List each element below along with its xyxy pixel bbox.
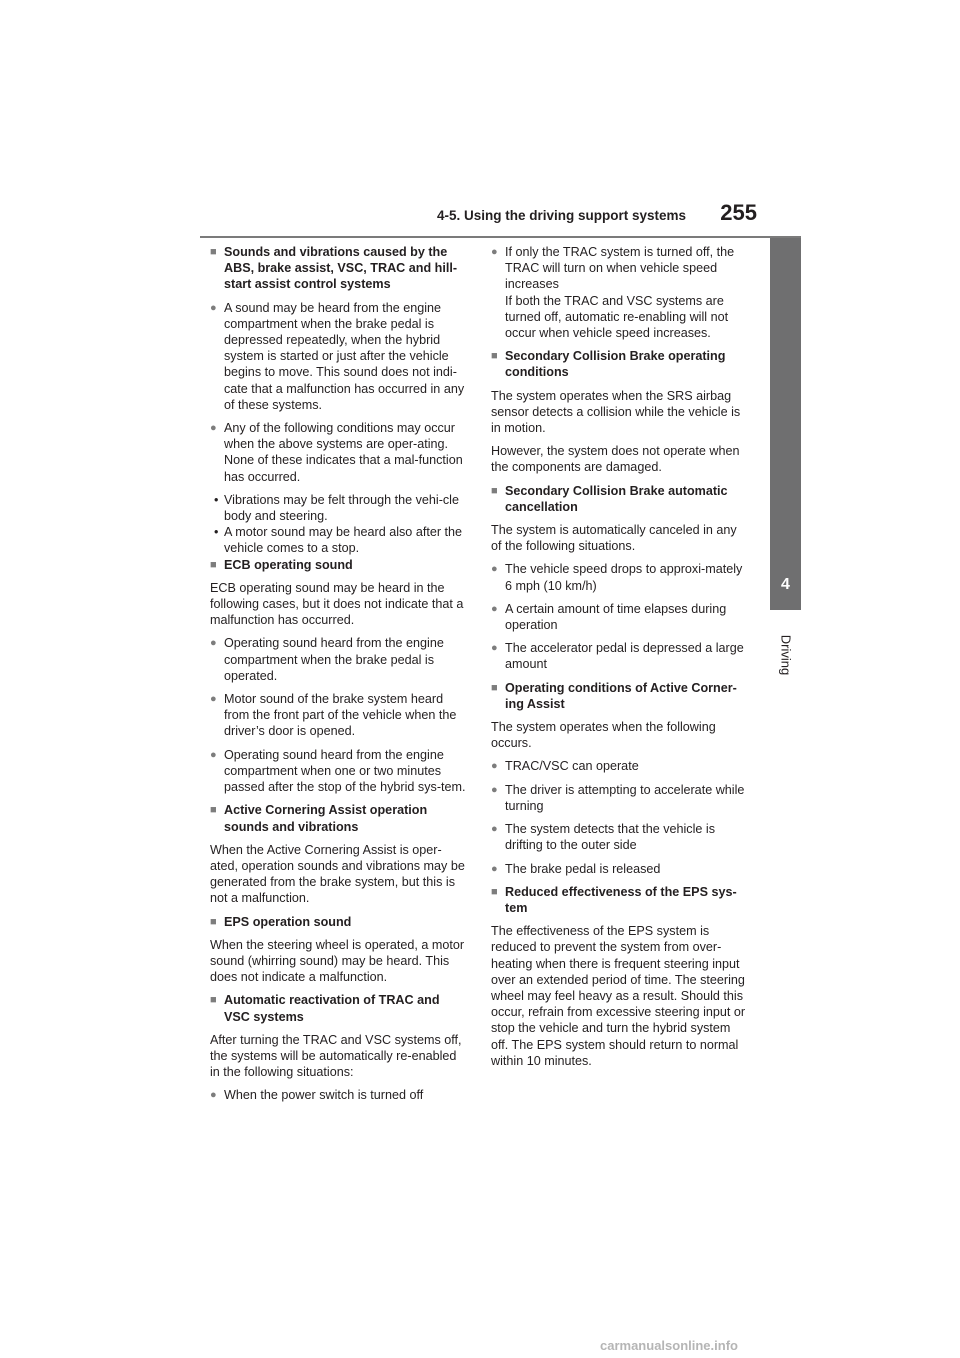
section-heading: ■ Operating conditions of Active Corner-ing Assist [491, 680, 749, 712]
bullet-item: ● The system detects that the vehicle is drifting to the outer side [491, 821, 749, 853]
paragraph: After turning the TRAC and VSC systems off, the systems will be automatically re-enabled in the following situations: [210, 1032, 462, 1080]
bullet-continuation: If both the TRAC and VSC systems are turned off, automatic re-enabling will not occur when vehicle speed increases. [505, 293, 729, 341]
paragraph: When the Active Cornering Assist is oper-ated, operation sounds and vibrations may be generated from the brake system, but this is not a malfunction. [210, 842, 465, 906]
paragraph: The system operates when the following occurs. [491, 720, 716, 751]
paragraph: ECB operating sound may be heard in the following cases, but it does not indicate that a malfunction has occurred. [210, 580, 464, 628]
section-heading: ■ ECB operating sound [210, 557, 468, 573]
section-heading: ■ EPS operation sound [210, 914, 468, 930]
section-heading: ■ Active Cornering Assist operation sounds and vibrations [210, 802, 468, 834]
chapter-number: 4 [781, 576, 790, 593]
paragraph: The system is automatically canceled in any of the following situations. [491, 523, 737, 554]
chapter-label [770, 620, 801, 690]
paragraph: However, the system does not operate when the components are damaged. [491, 444, 740, 475]
section-title: 4-5. Using the driving support systems [436, 208, 686, 223]
sub-item: • Vibrations may be felt through the vehi-cle body and steering. [210, 492, 468, 524]
left-column [210, 244, 468, 1111]
bullet-item: ● If only the TRAC system is turned off, the TRAC will turn on when vehicle speed increases If both the TRAC and VSC systems are turned off, automatic re-enabling will not occur when vehicle speed increases. [491, 244, 749, 341]
section-heading: ■ Secondary Collision Brake automatic cancellation [491, 483, 749, 515]
watermark: carmanualsonline.info [600, 1338, 738, 1353]
bullet-item: ● The brake pedal is released [491, 861, 749, 877]
bullet-item: ● Operating sound heard from the engine compartment when one or two minutes passed after the stop of the hybrid sys-tem. [210, 747, 468, 796]
bullet-item: ● Any of the following conditions may occur when the above systems are oper-ating. None of these indicates that a mal-function has occurred. [210, 420, 468, 485]
page-number: 255 [720, 200, 757, 225]
bullet-item: ● TRAC/VSC can operate [491, 758, 749, 774]
sub-item: • A motor sound may be heard also after the vehicle comes to a stop. [210, 524, 468, 556]
chapter-label-text: Driving [778, 634, 793, 676]
right-column [491, 244, 749, 1076]
section-heading: ■ Secondary Collision Brake operating conditions [491, 348, 749, 380]
section-heading: ■ Sounds and vibrations caused by the ABS, brake assist, VSC, TRAC and hill-start assist control systems [210, 244, 468, 293]
paragraph: The effectiveness of the EPS system is reduced to prevent the system from over-heating when there is frequent steering input over an extended period of time. The steering wheel may feel heavy as a result. Should this occur, refrain from excessive steering input or stop the vehicle and turn the hybrid system off. The EPS system should return to normal within 10 minutes. [491, 924, 746, 1068]
chapter-tab [770, 238, 801, 610]
bullet-item: ● The driver is attempting to accelerate while turning [491, 782, 749, 814]
bullet-item: ● Operating sound heard from the engine compartment when the brake pedal is operated. [210, 635, 468, 684]
paragraph: The system operates when the SRS airbag sensor detects a collision while the vehicle is in motion. [491, 388, 741, 436]
bullet-item: ● The accelerator pedal is depressed a large amount [491, 640, 749, 672]
section-heading: ■ Automatic reactivation of TRAC and VSC systems [210, 992, 468, 1024]
paragraph: When the steering wheel is operated, a motor sound (whirring sound) may be heard. This does not indicate a malfunction. [210, 937, 465, 985]
bullet-item: ● A sound may be heard from the engine compartment when the brake pedal is depressed repeatedly, when the hybrid system is started or just after the vehicle begins to move. This sound does not indi-cate that a malfunction has occurred in any of these systems. [210, 300, 468, 413]
page-header [200, 202, 801, 238]
section-heading: ■ Reduced effectiveness of the EPS sys-tem [491, 884, 749, 916]
bullet-item: ● The vehicle speed drops to approxi-mately 6 mph (10 km/h) [491, 561, 749, 593]
bullet-item: ● When the power switch is turned off [210, 1087, 468, 1103]
bullet-item: ● A certain amount of time elapses during operation [491, 601, 749, 633]
bullet-item: ● Motor sound of the brake system heard from the front part of the vehicle when the driver’s door is opened. [210, 691, 468, 740]
